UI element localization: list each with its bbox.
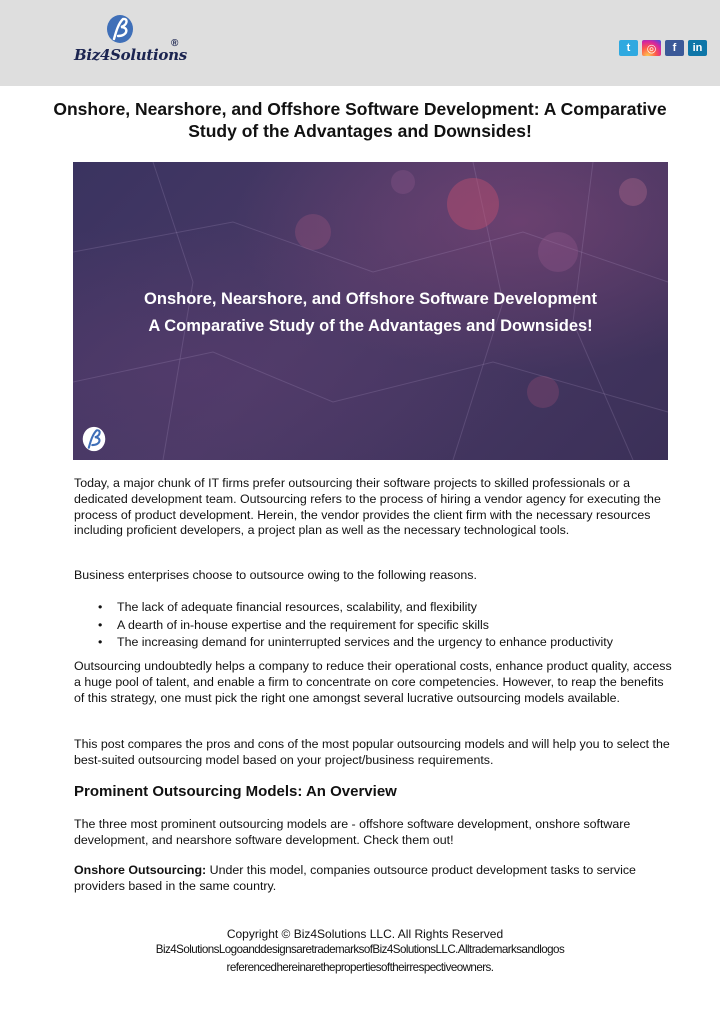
hero-line-1: Onshore, Nearshore, and Offshore Software Development: [144, 290, 597, 308]
page-title: Onshore, Nearshore, and Offshore Software Development: A Comparative Study of the Advantages and Downsides!: [53, 99, 667, 141]
list-item: • A dearth of in-house expertise and the requirement for specific skills: [74, 617, 674, 635]
page-header: [0, 0, 720, 86]
b-logo-icon: [106, 14, 134, 44]
registered-mark: ®: [171, 38, 179, 49]
list-item: • The increasing demand for uninterrupted services and the urgency to enhance productivity: [74, 634, 674, 652]
list-item: • The lack of adequate financial resources, scalability, and flexibility: [74, 599, 674, 617]
linkedin-icon[interactable]: in: [688, 40, 707, 56]
benefits-paragraph: Outsourcing undoubtedly helps a company to reduce their operational costs, enhance product quality, access a huge pool of talent, and enable a firm to concentrate on core competencies. However, to reap the benefits of this strategy, one must pick the right one amongst several lucrative outsourcing models available.: [74, 659, 672, 705]
twitter-icon[interactable]: t: [619, 40, 638, 56]
social-links: [619, 40, 707, 56]
hero-text: [73, 286, 668, 340]
models-paragraph: The three most prominent outsourcing models are - offshore software development, onshore software development, and nearshore software development. Check them out!: [74, 817, 631, 847]
onshore-paragraph: [74, 863, 674, 895]
instagram-icon[interactable]: ◎: [642, 40, 661, 56]
onshore-text: Under this model, companies outsource product development tasks to service providers based in the same country.: [74, 863, 636, 893]
biz4solutions-logo[interactable]: [74, 14, 194, 70]
copyright-line: Copyright © Biz4Solutions LLC. All Rights Reserved: [226, 927, 504, 941]
facebook-icon[interactable]: f: [665, 40, 684, 56]
hero-line-2: A Comparative Study of the Advantages and Downsides!: [148, 317, 593, 335]
b-logo-icon: [81, 426, 107, 452]
onshore-label: Onshore Outsourcing:: [74, 863, 207, 877]
hero-banner: [73, 162, 668, 460]
post-purpose-paragraph: This post compares the pros and cons of the most popular outsourcing models and will help you to select the best-suited outsourcing model based on your project/business requirements.: [74, 737, 670, 767]
section-heading: Prominent Outsourcing Models: An Overview: [74, 783, 397, 800]
reasons-list: [74, 599, 674, 652]
trademark-line-2: referencedhereinarethepropertiesoftheirrespectiveowners.: [226, 961, 494, 974]
logo-text: Biz4Solutions: [74, 46, 187, 64]
intro-paragraph: Today, a major chunk of IT firms prefer outsourcing their software projects to skilled professionals or a dedicated development team. Outsourcing refers to the process of hiring a vendor agency for executing the process of product development. Herein, the vendor provides the client firm with the necessary resources including proficient developers, a project plan as well as the necessary technological tools.: [74, 476, 661, 538]
reasons-intro: Business enterprises choose to outsource owing to the following reasons.: [74, 568, 477, 582]
trademark-line-1: Biz4SolutionsLogoanddesignsaretrademarksofBiz4SolutionsLLC.Alltrademarksandlogos: [155, 943, 565, 956]
